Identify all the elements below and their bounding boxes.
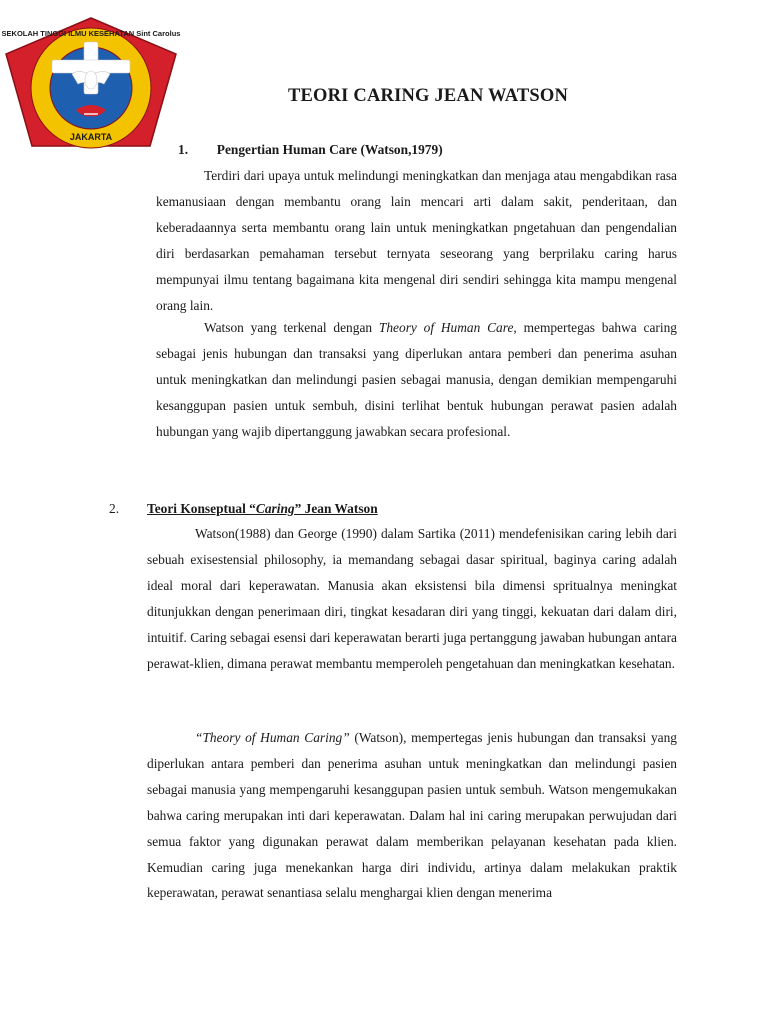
section-2-heading-a: Teori Konseptual “ (147, 501, 256, 516)
section-1-p2-italic: Theory of Human Care (378, 320, 514, 335)
section-2-paragraph-2 (147, 725, 677, 906)
stik-sint-carolus-emblem-icon (0, 14, 182, 154)
section-1-p2-text-a: Watson yang terkenal dengan (204, 320, 379, 335)
section-2-p2-text: (Watson), mempertegas jenis hubungan dan transaksi yang diperlukan antara pemberi dan penerima asuhan untuk meningkatkan dan melindungi pasien sebagai manusia yang mempengaruhi kesanggupan pasien untuk sembuh. Watson mengemukakan bahwa caring merupakan inti dari keperawatan. Dalam hal ini caring merupakan perwujudan dari semua faktor yang digunakan perawat dalam memberikan pelayanan kesehatan pada klien. Kemudian caring juga menekankan harga diri individu, artinya dalam melakukan praktik keperawatan, perawat senantiasa selalu menghargai klien dengan menerima (147, 730, 677, 901)
document-title: TEORI CARING JEAN WATSON (287, 86, 569, 106)
section-1-p2-text-b: , mempertegas bahwa caring sebagai jenis hubungan dan transaksi yang diperlukan antara pemberi dan penerima asuhan untuk meningkatkan dan melindungi pasien sebagai manusia, dengan demikian mempengaruhi kesanggupan pasien untuk sembuh, disini terlihat bentuk hubungan perawat pasien adalah hubungan yang wajib dipertanggung jawabkan secara profesional. (156, 320, 678, 439)
section-1-number: 1. (178, 142, 189, 157)
section-1-title: Pengertian Human Care (Watson,1979) (216, 142, 443, 157)
logo-city-text: JAKARTA (69, 132, 113, 142)
section-2-p2-italic: “Theory of Human Caring” (195, 730, 350, 745)
section-1-paragraph-2 (156, 315, 677, 445)
section-1-heading (178, 142, 443, 158)
section-1-paragraph-1: Terdiri dari upaya untuk melindungi meningkatkan dan menjaga atau mengabdikan rasa kemanusiaan dengan membantu orang lain mencari arti dalam sakit, penderitaan, dan keberadaannya serta membantu orang lain untuk meningkatkan pngetahuan dan pengendalian diri berdasarkan pemahaman tersebut ternyata seseorang yang berprilaku caring harus mempunyai ilmu tentang bagaimana kita mengenal diri sendiri sehingga kita mampu mengenal orang lain. (156, 168, 677, 313)
logo-ring-text: SEKOLAH TINGGI ILMU KESEHATAN Sint Carolus (1, 29, 181, 38)
school-logo (0, 14, 182, 154)
section-2-paragraph-1: Watson(1988) dan George (1990) dalam Sartika (2011) mendefenisikan caring lebih dari sebuah exisestensial philosophy, ia memandang sebagai dasar spiritual, baginya caring adalah ideal moral dari keperawatan. Manusia akan eksistensi bila dimensi spritualnya meningkat ditunjukkan dengan penerimaan diri, tingkat kesadaran diri yang tinggi, kekuatan dari dalam diri, intuitif. Caring sebagai esensi dari keperawatan berarti juga pertanggung jawaban hubungan antara perawat-klien, dimana perawat membantu memperoleh pengetahuan dan meningkatkan kesehatan. (147, 526, 677, 671)
section-2-heading (147, 501, 378, 517)
section-2-heading-italic: Caring (255, 501, 295, 516)
section-2-heading-b: ” Jean Watson (294, 501, 378, 516)
section-2-number: 2. (109, 501, 120, 516)
